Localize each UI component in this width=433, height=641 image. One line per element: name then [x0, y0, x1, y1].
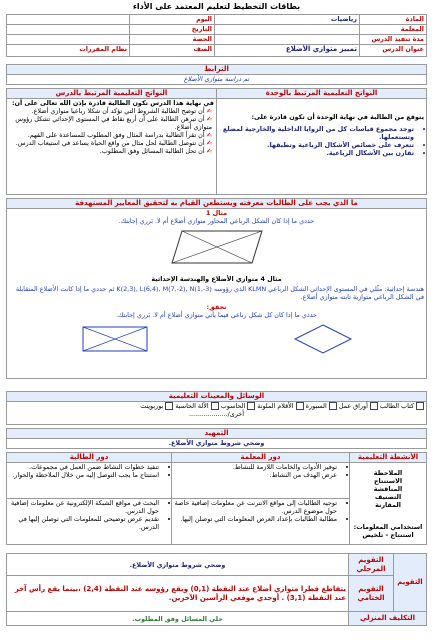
resources-section — [6, 391, 427, 425]
resource-item[interactable]: أوراق عمل — [339, 402, 378, 410]
checkbox-icon — [370, 402, 378, 410]
day-label: اليوم — [130, 15, 215, 25]
check-figures — [9, 323, 424, 355]
resources-title: الوسائل والمعينات التعليمية — [7, 392, 427, 402]
date-label: التاريخ — [130, 25, 215, 35]
page-title: بطاقات التخطيط لتعليم المعتمد على الأداء — [132, 2, 301, 11]
intro-section — [6, 428, 427, 449]
example1-title: مثال 1 — [205, 209, 228, 217]
lesson-item: ✍ أن تحل الطالبة المسائل وفق المطلوب. — [99, 147, 212, 155]
intro-title: التمهيد — [7, 429, 427, 439]
example4-title: مثال 4 متوازي الأضلاع والهندسة الإحداثية — [151, 275, 282, 283]
resource-item[interactable]: السبورة — [306, 402, 337, 410]
check-label: تحقق: — [206, 303, 227, 311]
unit-item: • توجد مجموع قياسات كل من الزوايا الداخلية والخارجية لمضلع وتستعملها. — [219, 125, 414, 141]
checkbox-icon — [247, 402, 255, 410]
resources-other: أخرى/................... — [188, 410, 244, 418]
outcomes-section — [6, 88, 427, 195]
check-icon: ✍ — [204, 131, 212, 139]
parallelogram-figure — [162, 225, 272, 269]
check-icon: ✍ — [204, 115, 212, 123]
unit-item: • تتعرف على خصائص الأشكال الرباعية وتطبقها. — [219, 141, 414, 149]
checkbox-icon — [296, 402, 304, 410]
lesson-item: ✍ أن توضح الطالبة الشروط التي تؤكد أن شكلا رباعيا متوازي أضلاع. — [31, 107, 212, 115]
assessment-label: التقويم — [394, 554, 427, 612]
lesson-outcomes-body — [7, 99, 217, 195]
strategy-value: استنتاج - تلخيص — [362, 530, 414, 539]
rhombus-figure — [293, 323, 353, 355]
final-label: التقويم الختامي — [349, 576, 394, 612]
check-text: حددي ما إذا كان كل شكل رباعي فيما يأتي متوازي أضلاع أم لا. بَرري إجابتك. — [116, 311, 317, 319]
class-label: الصف — [130, 45, 215, 57]
lesson-item: ✍ أن تتوصل الطالبة لحل مثال من واقع الحياة يساعد في استيعاب الدرس. — [15, 139, 212, 147]
unit-item: • تقارن بين الأشكال الرباعية. — [219, 149, 414, 157]
resources-body — [7, 402, 427, 425]
evidence-section — [6, 198, 427, 379]
evidence-title: ما الذي يجب على الطالبات معرفته ويستطعن القيام به لتحقيق المعايير المستهدفة — [7, 199, 427, 209]
lesson-item: ✍ أن تقرأ الطالبة بدراسة المثال وفق المطلوب للمساعدة على الفهم. — [27, 131, 212, 139]
rectangle-figure — [80, 323, 150, 355]
resource-item[interactable]: الأقلام الملونة — [257, 402, 303, 410]
example1-figure — [9, 225, 424, 271]
header-section — [6, 14, 427, 57]
resource-item[interactable]: الحاسوب — [221, 402, 255, 410]
teacher-role-1: • توفير الأدوات والخامات اللازمة للنشاط. • عرض الهدف من النشاط. — [172, 463, 350, 499]
intro-text: وضحي شروط متوازي الأضلاع. — [7, 439, 427, 449]
header-table — [6, 14, 427, 57]
system-label: نظام المقررات — [7, 45, 130, 57]
subject-value: رياضيات — [215, 15, 360, 25]
final-text: يتقاطع قطرا متوازي أضلاع عند النقطة (0,1) ويقع رؤوسه عند النقطة (2,4) ،بينما يقع رأس آخر عند النقطة (3,1) . أوجدي موقعي الرأسين الآخرين. — [7, 576, 349, 612]
teacher-role-2: • توجيه الطالبات إلى مواقع الانترنت عن معلومات إضافية خاصة حول موضوع الدرس. • مطالبة الطالبات بإعداد العرض المعلومات التي توصلن إليها. — [172, 499, 350, 545]
resource-item[interactable]: الآلة الحاسبة — [175, 402, 218, 410]
lesson-intro: في نهاية هذا الدرس تكون الطالبة قادرة بإذن الله تعالى على أن: — [11, 99, 214, 107]
checkbox-icon — [211, 402, 219, 410]
unit-intro: يتوقع من الطالبة في نهاية الوحدة أن تكون قادرة على: — [251, 113, 424, 121]
lesson-outcomes-title: النواتج التعليمية المرتبط بالدرس — [7, 89, 217, 99]
check-icon: ✍ — [204, 147, 212, 155]
strategies-cell: الملاحظة الاستنتاج المناقشة التصنيف المقارنة استخدامي المعلومات: استنتاج - تلخيص — [350, 463, 427, 545]
day-value — [7, 15, 130, 25]
example4-text: هندسة إحداثية: مثّلي في المستوى الإحداثي الشكل الرباعي KLMN الذي رؤوسه K(2,3), L(6,4), M(7,-2), N(1,-3) ثم حددي ما إذا كانت الأضلاع المتقابلة في الشكل الرباعي متوازية ثابته متوازي أضلاع. — [15, 285, 424, 301]
checkbox-icon — [329, 402, 337, 410]
lesson-value: تمييز متوازي الأضلاع — [215, 45, 360, 57]
unit-outcomes-body — [217, 99, 427, 195]
lesson-item: ✍ أن تبرهن الطالبة على أن أربع نقاط في المستوى الإحداثي تشكل رؤوس متوازي أضلاع. — [15, 115, 212, 131]
duration-label: مدة تنفيذ الدرس — [360, 35, 427, 45]
linking-text: تم دراسة متوازي الأضلاع — [7, 75, 427, 85]
teacher-value — [215, 25, 360, 35]
resource-item[interactable]: بوربوينت — [140, 402, 173, 410]
period-value — [7, 35, 130, 45]
check-icon: ✍ — [204, 107, 212, 115]
student-role-1: • تنفيذ خطوات النشاط ضمن العمل في مجموعات. • استنتاج ما يجب التوصل إليه من خلال الملاحظة والحوار. — [7, 463, 172, 499]
date-value — [7, 25, 130, 35]
checkbox-icon — [165, 402, 173, 410]
strategy-label: استخدامي المعلومات: — [353, 522, 423, 531]
homework-text: حلي المسائل وفق المطلوب. — [7, 612, 349, 626]
col-teacher: دور المعلمة — [172, 453, 350, 463]
evidence-body — [7, 209, 427, 379]
check-icon: ✍ — [204, 139, 212, 147]
assessment-section — [6, 553, 427, 626]
subject-label: المادة — [360, 15, 427, 25]
linking-title: الترابط — [7, 65, 427, 75]
student-role-2: • البحث في مواقع الشبكة الإلكترونية عن معلومات إضافية حول الدرس. • تقديم عرض توضيحي للمعلومات التي توصلن إليها في الدرس. — [7, 499, 172, 545]
lesson-label: عنوان الدرس — [360, 45, 427, 57]
col-activities: الأنشطة التعليمية — [350, 453, 427, 463]
period-label: الحصة — [130, 35, 215, 45]
duration-value — [215, 35, 360, 45]
homework-label: التكليف المنزلي — [349, 612, 427, 626]
activities-section — [6, 452, 427, 545]
checkbox-icon — [416, 402, 424, 410]
unit-outcomes-title: النواتج التعليمية المرتبط بالوحدة — [217, 89, 427, 99]
col-student: دور الطالبة — [7, 453, 172, 463]
formative-label: التقويم المرحلي — [349, 554, 394, 576]
resource-item[interactable]: كتاب الطالب — [380, 402, 424, 410]
formative-text: وضحي شروط متوازي الأضلاع. — [7, 554, 349, 576]
linking-section — [6, 64, 427, 85]
teacher-label: المعلمة — [360, 25, 427, 35]
example1-text: حددي ما إذا كان الشكل الرباعي المجاور متوازي أضلاع أم لا. بَرري إجابتك. — [118, 217, 315, 225]
